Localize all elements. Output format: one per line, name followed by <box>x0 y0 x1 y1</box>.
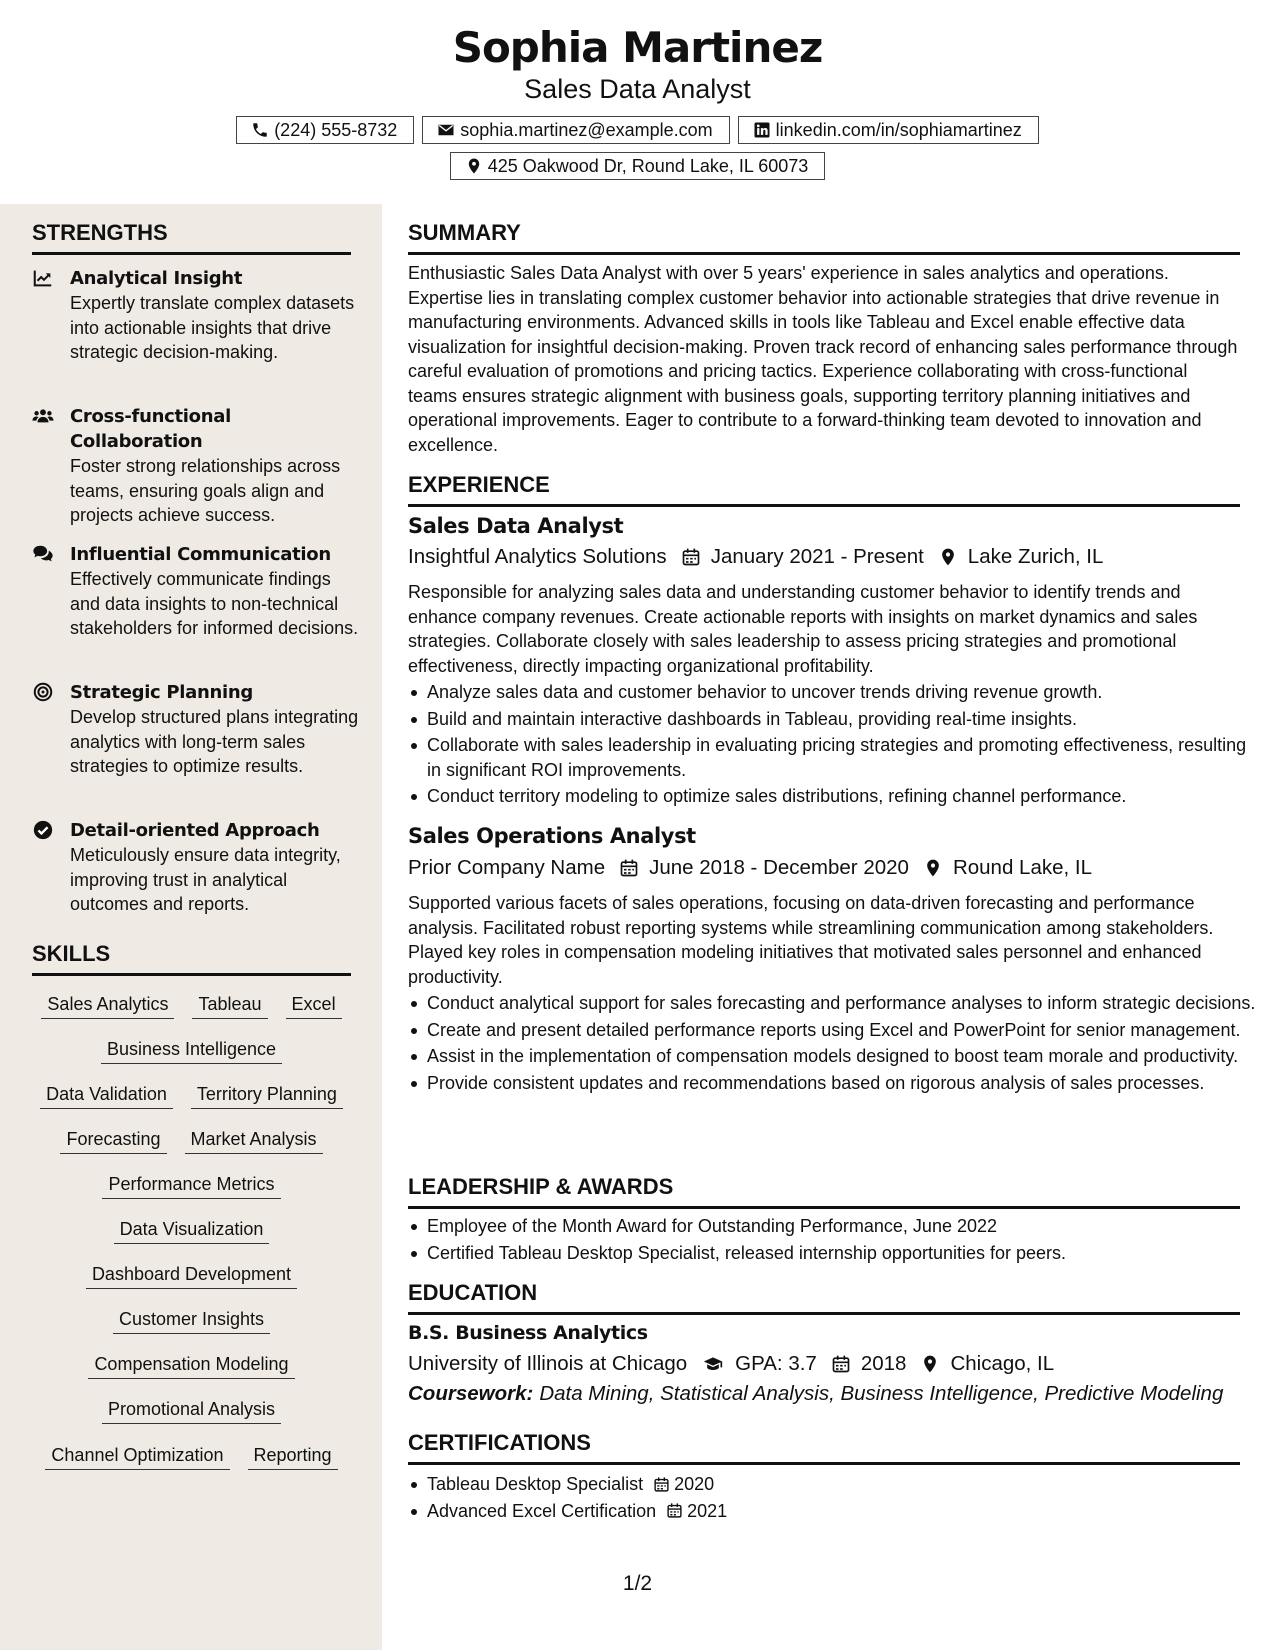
skill-tag: Tableau <box>192 991 267 1019</box>
award-item: Certified Tableau Desktop Specialist, released internship opportunities for peers. <box>427 1241 1259 1266</box>
chart-line-icon <box>32 267 54 289</box>
check-circle-icon <box>32 819 54 841</box>
strength-item <box>32 404 362 528</box>
skills-row <box>32 1306 351 1334</box>
strength-title: Detail-oriented Approach <box>70 820 320 841</box>
comments-icon <box>32 543 54 565</box>
candidate-name: Sophia Martinez <box>452 23 823 72</box>
job-dates: June 2018 - December 2020 <box>649 856 909 879</box>
skill-tag: Forecasting <box>60 1126 166 1154</box>
certification-item <box>427 1499 1259 1524</box>
strength-title: Cross-functional Collaboration <box>70 406 231 452</box>
address-row <box>0 152 1275 180</box>
coursework-label: Coursework: <box>408 1382 534 1405</box>
job-title: Sales Data Analyst <box>408 514 624 538</box>
users-icon <box>32 405 54 427</box>
coursework <box>408 1382 1223 1406</box>
bullet-item: Assist in the implementation of compensation models designed to boost team morale and productivity. <box>427 1044 1259 1069</box>
school-name: University of Illinois at Chicago <box>408 1352 688 1375</box>
strength-description: Foster strong relationships across teams, ensuring goals align and projects achieve success. <box>70 456 341 525</box>
envelope-icon <box>437 121 455 139</box>
skill-tag: Territory Planning <box>191 1081 343 1109</box>
job-meta <box>408 545 1103 569</box>
summary-heading: SUMMARY <box>408 220 1240 255</box>
bullet-item: Conduct territory modeling to optimize sales distributions, refining channel performance. <box>427 784 1259 809</box>
skills-row <box>32 1442 351 1470</box>
skill-tag: Sales Analytics <box>41 991 174 1019</box>
skill-tag: Dashboard Development <box>86 1261 297 1289</box>
address-chip[interactable] <box>450 152 826 180</box>
bullet-item: Collaborate with sales leadership in evaluating pricing strategies and promoting effectiveness, resulting in significant ROI improvements. <box>427 733 1259 782</box>
job-description: Responsible for analyzing sales data and understanding customer behavior to identify trends and enhance company revenues. Create actionable reports with insights on market dynamics and sales strategies. Collaborate closely with sales leadership to assess pricing strategies and promotional effectiveness, directly impacting organizational profitability. <box>408 582 1198 676</box>
sidebar <box>0 204 382 1650</box>
skill-tag: Channel Optimization <box>45 1442 229 1470</box>
strength-description: Develop structured plans integrating analytics with long-term sales strategies to optimize results. <box>70 707 359 776</box>
skills-row <box>32 1081 351 1109</box>
email-chip[interactable] <box>422 116 729 144</box>
strength-item <box>32 266 362 365</box>
calendar-icon <box>681 547 701 567</box>
graduation-year: 2018 <box>860 1352 907 1375</box>
phone-chip[interactable] <box>236 116 414 144</box>
contact-row <box>0 116 1275 144</box>
skills-row <box>32 1351 351 1379</box>
strength-description: Expertly translate complex datasets into actionable insights that drive strategic decision-making. <box>70 293 355 362</box>
skills-row <box>32 1126 351 1154</box>
phone-icon <box>251 121 269 139</box>
bullet-item: Provide consistent updates and recommendations based on rigorous analysis of sales processes. <box>427 1071 1259 1096</box>
strength-title: Strategic Planning <box>70 682 254 703</box>
calendar-icon <box>653 1476 670 1493</box>
strength-description: Meticulously ensure data integrity, improving trust in analytical outcomes and reports. <box>70 845 341 914</box>
calendar-icon <box>666 1502 683 1519</box>
skill-tag: Data Visualization <box>114 1216 270 1244</box>
skill-tag: Data Validation <box>40 1081 173 1109</box>
linkedin-icon <box>753 121 771 139</box>
skills-row <box>32 1171 351 1199</box>
certification-item <box>427 1472 1259 1497</box>
skills-row <box>32 991 351 1019</box>
education-meta <box>408 1352 1054 1376</box>
certifications-heading: CERTIFICATIONS <box>408 1430 1240 1465</box>
strengths-heading: STRENGTHS <box>32 220 351 255</box>
gpa: GPA: 3.7 <box>735 1352 817 1375</box>
bullet-item: Analyze sales data and customer behavior to uncover trends driving revenue growth. <box>427 680 1259 705</box>
skills-row <box>32 1396 351 1424</box>
school-location: Chicago, IL <box>950 1352 1055 1375</box>
award-item: Employee of the Month Award for Outstanding Performance, June 2022 <box>427 1214 1259 1239</box>
leadership-list <box>408 1214 1259 1267</box>
company-name: Insightful Analytics Solutions <box>408 545 667 568</box>
certification-year: 2021 <box>687 1500 728 1521</box>
page-number: 1/2 <box>622 1572 653 1595</box>
bullet-item: Create and present detailed performance reports using Excel and PowerPoint for senior management. <box>427 1018 1259 1043</box>
strength-item <box>32 680 362 779</box>
coursework-text: Data Mining, Statistical Analysis, Business Intelligence, Predictive Modeling <box>539 1382 1224 1405</box>
bullet-item: Build and maintain interactive dashboards in Tableau, providing real-time insights. <box>427 707 1259 732</box>
certification-year: 2020 <box>674 1474 715 1494</box>
certifications-list <box>408 1472 1259 1525</box>
certification-name: Tableau Desktop Specialist <box>427 1474 644 1494</box>
skill-tag: Reporting <box>248 1442 338 1470</box>
calendar-icon <box>619 858 639 878</box>
skill-tag: Market Analysis <box>185 1126 323 1154</box>
job-dates: January 2021 - Present <box>710 545 924 568</box>
strength-title: Influential Communication <box>70 544 331 565</box>
candidate-title: Sales Data Analyst <box>524 74 751 104</box>
skill-tag: Performance Metrics <box>102 1171 280 1199</box>
skills-row <box>32 1261 351 1289</box>
degree: B.S. Business Analytics <box>408 1322 648 1344</box>
job-bullets <box>408 991 1259 1097</box>
company-name: Prior Company Name <box>408 856 606 879</box>
education-heading: EDUCATION <box>408 1280 1240 1315</box>
skill-tag: Compensation Modeling <box>88 1351 294 1379</box>
map-marker-icon <box>920 1354 940 1374</box>
linkedin-chip[interactable] <box>738 116 1039 144</box>
leadership-heading: LEADERSHIP & AWARDS <box>408 1174 1240 1209</box>
certification-name: Advanced Excel Certification <box>427 1500 657 1521</box>
job-bullets <box>408 680 1259 811</box>
map-marker-icon <box>923 858 943 878</box>
skills-heading: SKILLS <box>32 941 351 976</box>
summary-text: Enthusiastic Sales Data Analyst with over 5 years' experience in sales analytics and operations. Expertise lies in translating complex customer behavior into actionable strategies that drive revenue in manufacturing environments. Advanced skills in tools like Tableau and Excel enable effective data visualization for insightful decision-making. Proven track record of enhancing sales performance through careful evaluation of promotions and pricing tactics. Experience collaborating with cross-functional teams ensures strategic alignment with business goals, supporting territory planning initiatives and operational improvements. Eager to contribute to a forward-thinking team devoted to innovation and excellence. <box>408 263 1238 455</box>
bullet-item: Conduct analytical support for sales forecasting and performance analyses to inform strategic decisions. <box>427 991 1259 1016</box>
linkedin-text: linkedin.com/in/sophiamartinez <box>775 119 1022 140</box>
email-text: sophia.martinez@example.com <box>460 119 713 140</box>
strength-description: Effectively communicate findings and data insights to non-technical stakeholders for informed decisions. <box>70 569 359 638</box>
skill-tag: Promotional Analysis <box>102 1396 281 1424</box>
skill-tag: Business Intelligence <box>101 1036 282 1064</box>
phone-text: (224) 555-8732 <box>274 119 398 140</box>
job-description: Supported various facets of sales operations, focusing on data-driven forecasting and performance analysis. Facilitated robust reporting systems while streamlining communication among stakeholders. Played key roles in compensation modeling initiatives that motivated sales personnel and enhanced productivity. <box>408 893 1214 987</box>
strength-item <box>32 542 362 641</box>
address-text: 425 Oakwood Dr, Round Lake, IL 60073 <box>487 155 809 176</box>
skills-row <box>32 1216 351 1244</box>
calendar-icon <box>831 1354 851 1374</box>
skills-row <box>32 1036 351 1064</box>
map-marker-icon <box>465 157 483 175</box>
skill-tag: Customer Insights <box>113 1306 270 1334</box>
resume-header <box>0 0 1275 180</box>
job-location: Round Lake, IL <box>952 856 1092 879</box>
graduation-cap-icon <box>701 1354 725 1374</box>
strength-item <box>32 818 362 917</box>
skill-tag: Excel <box>286 991 342 1019</box>
strength-title: Analytical Insight <box>70 268 243 289</box>
job-meta <box>408 856 1092 880</box>
job-location: Lake Zurich, IL <box>967 545 1104 568</box>
experience-heading: EXPERIENCE <box>408 472 1240 507</box>
map-marker-icon <box>938 547 958 567</box>
job-title: Sales Operations Analyst <box>408 824 696 848</box>
target-icon <box>32 681 54 703</box>
